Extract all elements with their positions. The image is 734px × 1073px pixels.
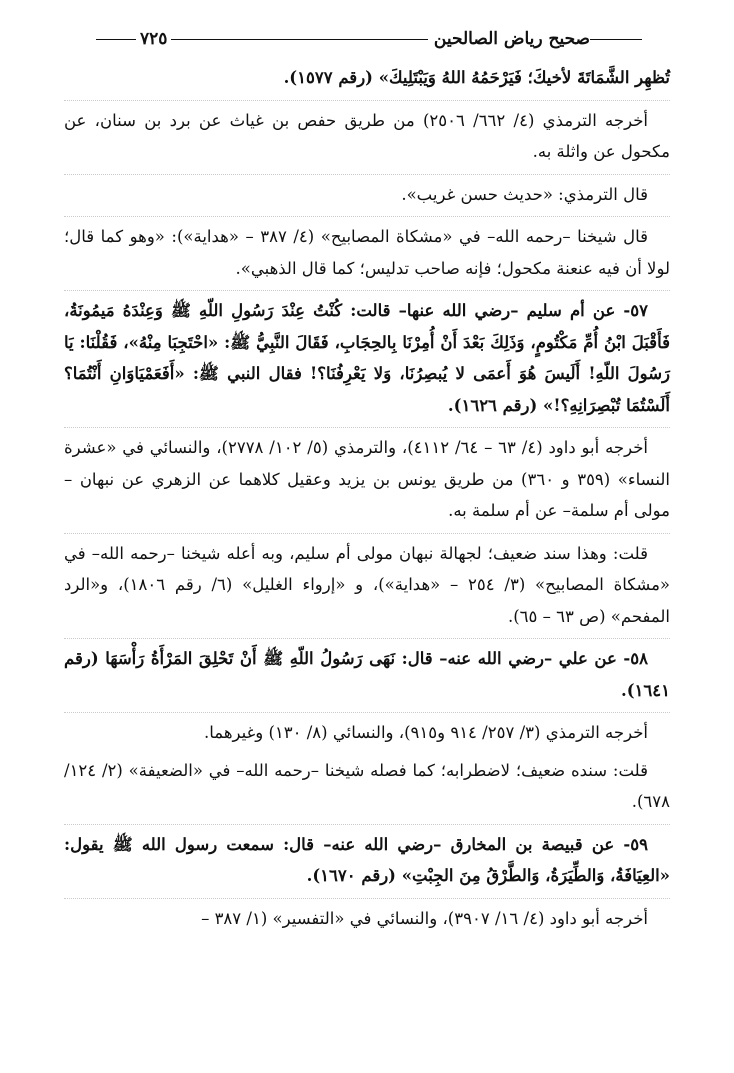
commentary-paragraph: قلت: سنده ضعيف؛ لاضطرابه؛ كما فصله شيخنا –رحمه الله– في «الضعيفة» (٢/ ١٢٤/ ٦٧٨). — [64, 760, 670, 811]
takhrij-paragraph: أخرجه أبو داود (٤/ ١٦/ ٣٩٠٧)، والنسائي في «التفسير» (١/ ٣٨٧ – — [201, 908, 648, 928]
page-number: ٧٢٥ — [140, 29, 168, 49]
divider — [64, 427, 670, 428]
divider — [64, 712, 670, 713]
divider — [64, 824, 670, 825]
commentary-paragraph: قال شيخنا –رحمه الله– في «مشكاة المصابيح» (٤/ ٣٨٧ – «هداية»): «وهو كما قال؛ لولا أن فيه عنعنة مكحول؛ فإنه صاحب تدليس؛ كما قال الذهبي». — [64, 227, 670, 278]
takhrij-paragraph: أخرجه الترمذي (٣/ ٢٥٧/ ٩١٤ و٩١٥)، والنسائي (٨/ ١٣٠) وغيرهما. — [204, 723, 648, 742]
commentary-paragraph: قلت: وهذا سند ضعيف؛ لجهالة نبهان مولى أم سليم، وبه أعله شيخنا –رحمه الله– في «مشكاة المصابيح» (٣/ ٢٥٤ – «هداية»)، و «إرواء الغليل» (٦/ رقم ١٨٠٦)، و«الرد المفحم» (ص ٦٣ – ٦٥). — [64, 543, 671, 626]
divider — [64, 898, 670, 899]
takhrij-paragraph: أخرجه الترمذي (٤/ ٦٦٢/ ٢٥٠٦) من طريق حفص بن غياث عن برد بن سنان، عن مكحول عن واثلة به. — [64, 110, 670, 161]
hadith-continuation: تُظهِر الشَّمَاتَةَ لأخيكَ؛ فَيَرْحَمُهُ اللهُ وَيَبْتَلِيكَ» (رقم ١٥٧٧). — [283, 68, 670, 87]
takhrij-paragraph: أخرجه أبو داود (٤/ ٦٣ – ٦٤/ ٤١١٢)، والترمذي (٥/ ١٠٢/ ٢٧٧٨)، والنسائي في «عشرة النساء» (٣٥٩ و ٣٦٠) من طريق يونس بن يزيد وعقيل كلاهما عن الزهري عن نبهان –مولى أم سلمة– عن أم سلمة به. — [64, 438, 670, 520]
hadith-59: ٥٩- عن قبيصة بن المخارق –رضي الله عنه– قال: سمعت رسول الله ﷺ يقول: «العِيَافَةُ، وَالطِّيَرَةُ، وَالطَّرْقُ مِنَ الجِبْتِ» (رقم ١٦٧٠). — [64, 834, 670, 885]
page-header — [92, 28, 642, 50]
header-rule-left — [96, 39, 136, 40]
page-body — [64, 62, 670, 934]
divider — [64, 174, 670, 175]
commentary-paragraph: قال الترمذي: «حديث حسن غريب». — [401, 184, 648, 204]
running-title: صحيح رياض الصالحين — [433, 29, 590, 49]
header-rule-middle — [171, 39, 428, 40]
divider — [64, 100, 670, 101]
header-rule-right — [590, 39, 642, 40]
hadith-58: ٥٨- عن علي –رضي الله عنه– قال: نَهَى رَسُولُ اللّهِ ﷺ أَنْ تَحْلِقَ المَرْأَةُ رَأْسَهَا (رقم ١٦٤١). — [64, 649, 670, 700]
divider — [64, 533, 670, 534]
divider — [64, 216, 670, 217]
divider — [64, 290, 670, 291]
divider — [64, 638, 670, 639]
hadith-57: ٥٧- عن أم سليم –رضي الله عنها– قالت: كُنْتُ عِنْدَ رَسُولِ اللّهِ ﷺ وَعِنْدَهُ مَيمُونَةُ، فَأَقْبَلَ ابْنُ أُمِّ مَكْتُومٍ، وَذَلِكَ بَعْدَ أَنْ أُمِرْنَا بِالحِجَابِ، فَقَالَ النَّبِيُّ ﷺ: «احْتَجِبَا مِنْهُ»، فَقُلْنَا: يَا رَسُولَ اللّهِ! أَلَيسَ هُوَ أَعمَى لا يُبصِرُنَا، وَلا يَعْرِفُنَا؟! فقال النبي ﷺ: «أَفَعَمْيَاوَانِ أَنْتُمَا؟ أَلَسْتُمَا تُبْصِرَانِهِ؟!» (رقم ١٦٢٦). — [64, 301, 670, 415]
